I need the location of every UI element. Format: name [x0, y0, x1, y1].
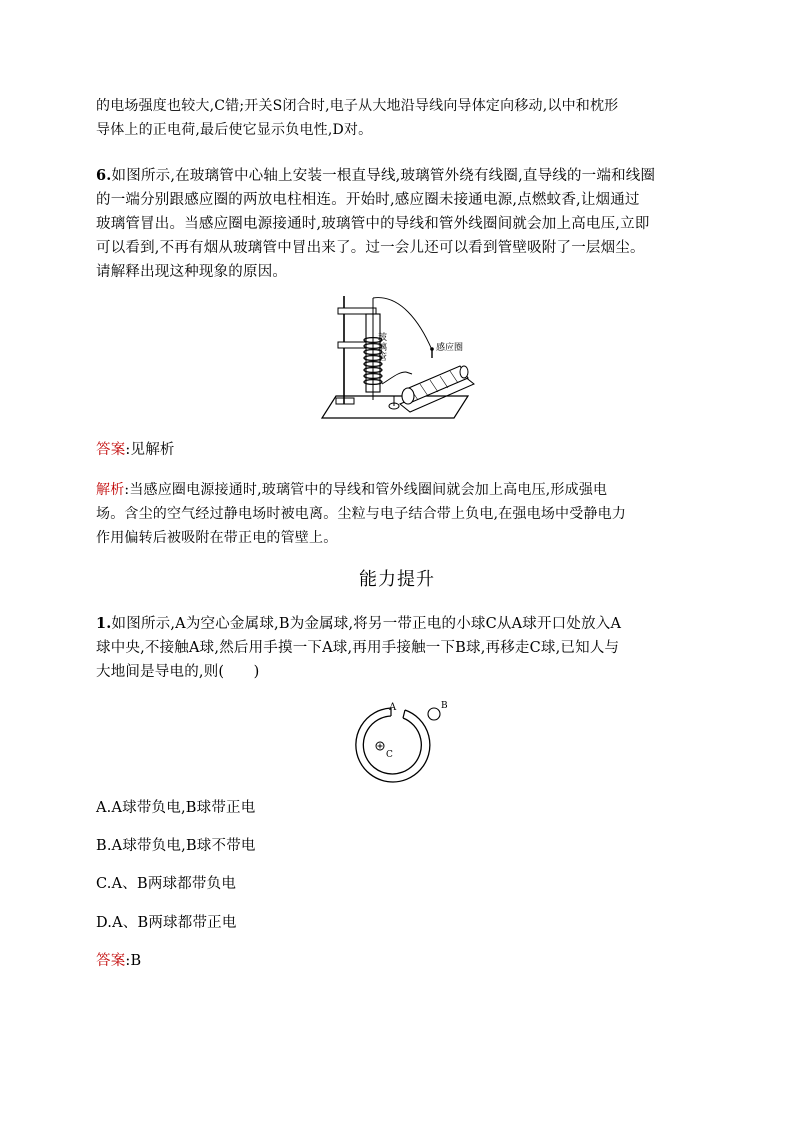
- answer-text: :见解析: [125, 442, 175, 458]
- option-c[interactable]: C.A、B两球都带负电: [96, 876, 237, 892]
- option-d[interactable]: D.A、B两球都带正电: [96, 915, 237, 931]
- analysis-label: 解析: [96, 482, 125, 498]
- section-heading: 能力提升: [359, 569, 435, 590]
- fig-label-induction-coil: 感应圈: [436, 343, 464, 353]
- prev-solution-line-1: 的电场强度也较大,C错;开关S闭合时,电子从大地沿导线向导体定向移动,以中和枕形: [96, 98, 619, 114]
- question-1-number: 1.: [96, 615, 112, 632]
- question-6-line-2: 的一端分别跟感应圈的两放电柱相连。开始时,感应圈未接通电源,点燃蚊香,让烟通过: [96, 192, 640, 208]
- prev-solution-line-2: 导体上的正电荷,最后使它显示负电性,D对。: [96, 122, 373, 138]
- fig-label-tube-1: 玻: [378, 333, 388, 343]
- question-1-line-3: 大地间是导电的,则( ): [96, 664, 260, 680]
- question-1-line-2: 球中央,不接触A球,然后用手摸一下A球,再用手接触一下B球,再移走C球,已知人与: [96, 640, 620, 656]
- fig-label-tube-2: 璃: [378, 343, 388, 353]
- analysis-line-2: 场。含尘的空气经过静电场时被电离。尘粒与电子结合带上负电,在强电场中受静电力: [96, 506, 627, 522]
- analysis-line-1: :当感应圈电源接通时,玻璃管中的导线和管外线圈间就会加上高电压,形成强电: [124, 482, 608, 498]
- question-6-line-5: 请解释出现这种现象的原因。: [96, 264, 288, 280]
- question-6-analysis: [96, 478, 696, 550]
- glass-tube-apparatus-figure: [320, 292, 480, 424]
- analysis-line-3: 作用偏转后被吸附在带正电的管壁上。: [96, 530, 338, 546]
- fig-label-b: B: [441, 701, 448, 711]
- fig-label-a: A: [389, 702, 397, 713]
- spheres-figure: [340, 697, 460, 789]
- question-6-line-4: 可以看到,不再有烟从玻璃管中冒出来了。过一会儿还可以看到管壁吸附了一层烟尘。: [96, 240, 645, 256]
- question-1-line-1: 如图所示,A为空心金属球,B为金属球,将另一带正电的小球C从A球开口处放入A: [111, 616, 622, 632]
- option-a[interactable]: A.A球带负电,B球带正电: [96, 800, 256, 816]
- question-6-line-3: 玻璃管冒出。当感应圈电源接通时,玻璃管中的导线和管外线圈间就会加上高电压,立即: [96, 216, 650, 232]
- question-1: [96, 612, 696, 684]
- question-6: [96, 164, 696, 284]
- question-6-number: 6.: [96, 167, 112, 184]
- fig-label-tube-3: 管: [378, 353, 388, 363]
- question-6-answer: [96, 438, 696, 462]
- fig-label-c: C: [386, 750, 393, 760]
- question-6-line-1: 如图所示,在玻璃管中心轴上安装一根直导线,玻璃管外绕有线圈,直导线的一端和线圈: [111, 168, 656, 184]
- answer-label: 答案: [96, 953, 126, 969]
- answer-label: 答案: [96, 442, 126, 458]
- answer-text: :B: [125, 953, 142, 969]
- question-1-answer: [96, 949, 696, 973]
- option-b[interactable]: B.A球带负电,B球不带电: [96, 838, 256, 854]
- prev-solution-text: [96, 94, 696, 142]
